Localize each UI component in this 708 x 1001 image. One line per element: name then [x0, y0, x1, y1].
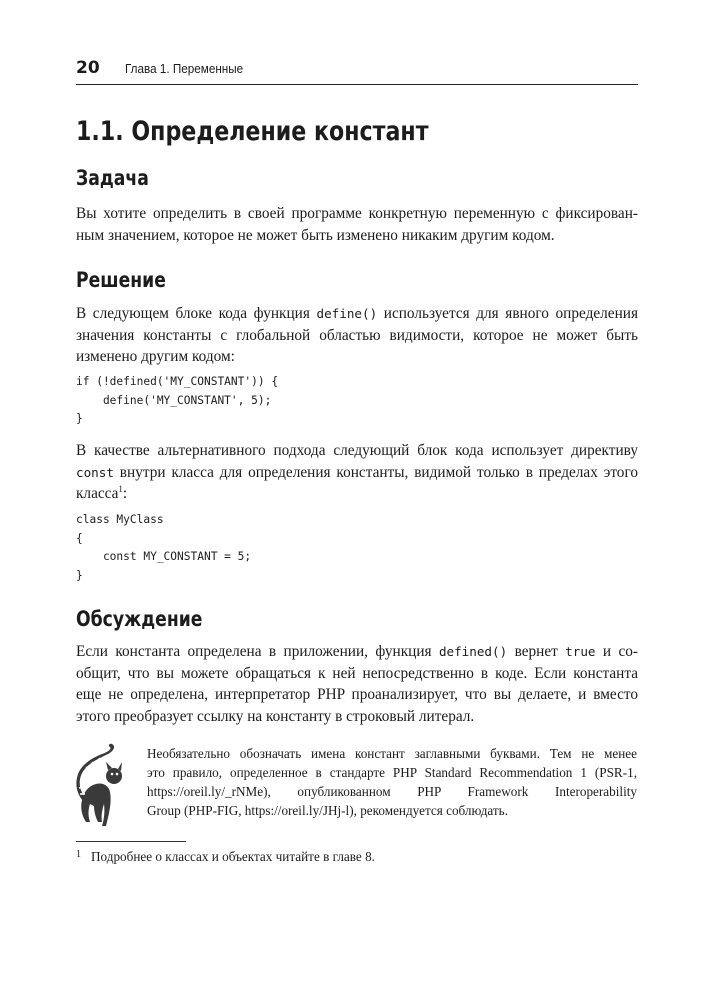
footnote-divider: [76, 841, 186, 842]
task-line: ным значением, которое не может быть изменено никаким другим кодом.: [76, 226, 555, 244]
discussion-heading: Обсуждение: [76, 607, 203, 631]
note-line: https://oreil.ly/_rNMe), опубликованном PHP Framework Interoperability: [147, 784, 637, 799]
discussion-line: общит, что вы можете обращаться к ней непосредственно в коде. Если константа: [76, 664, 638, 682]
solution-alt-line: класса$^1$:: [76, 483, 128, 502]
inline-code-const: const: [76, 464, 114, 480]
section-title: 1.1. Определение констант: [76, 116, 429, 147]
solution-intro-line: значения константы с глобальной областью видимости, которое не может быть: [76, 326, 638, 344]
inline-code-define: define(): [316, 306, 378, 321]
solution-intro-line: изменено другим кодом:: [76, 348, 235, 365]
solution-intro-paragraph: [76, 303, 638, 368]
footnote: [76, 849, 375, 865]
lemur-icon: [76, 742, 126, 826]
inline-code-defined: defined(): [438, 644, 508, 659]
solution-intro-line: В следующем блоке кода функция define() используется для явного определения: [76, 305, 639, 322]
task-line: Вы хотите определить в своей программе конкретную переменную с фиксирован-: [76, 205, 638, 222]
code-block-class: class MyClass { const MY_CONSTANT = 5; }: [76, 513, 252, 582]
note-paragraph: [147, 744, 637, 820]
inline-code-true: true: [565, 644, 596, 659]
running-head: Глава 1. Переменные: [125, 61, 244, 76]
task-heading: Задача: [76, 166, 149, 190]
solution-alt-paragraph: [76, 440, 638, 505]
page-number: 20: [76, 58, 100, 78]
discussion-paragraph: [76, 641, 638, 727]
discussion-line: Если константа определена в приложении, функция defined() вернет true и со-: [76, 643, 638, 660]
footnote-reference: 1: [118, 483, 123, 494]
note-line: это правило, определенное в стандарте PHP Standard Recommendation 1 (PSR-1,: [147, 765, 637, 780]
task-paragraph: [76, 203, 638, 246]
solution-heading: Решение: [76, 268, 166, 292]
discussion-line: еще не определена, интерпретатор PHP проанализирует, что вы делаете, и вместо: [76, 686, 638, 703]
footnote-text: Подробнее о классах и объектах читайте в главе 8.: [91, 849, 375, 864]
note-line: Необязательно обозначать имена констант заглавными буквами. Тем не менее: [147, 746, 637, 761]
solution-alt-line: В качестве альтернативного подхода следующий блок кода использует директиву: [76, 442, 638, 459]
discussion-line: этого преобразует ссылку на константу в строковый литерал.: [76, 707, 475, 725]
page-header: [76, 56, 638, 85]
code-block-define: if (!defined('MY_CONSTANT')) { define('MY_CONSTANT', 5); }: [76, 375, 279, 425]
solution-alt-line: const внутри класса для определения константы, видимой только в пределах этого: [76, 463, 638, 481]
footnote-number: 1: [76, 849, 81, 860]
note-line: Group (PHP-FIG, https://oreil.ly/JHj-l), рекомендуется соблюдать.: [147, 803, 508, 818]
